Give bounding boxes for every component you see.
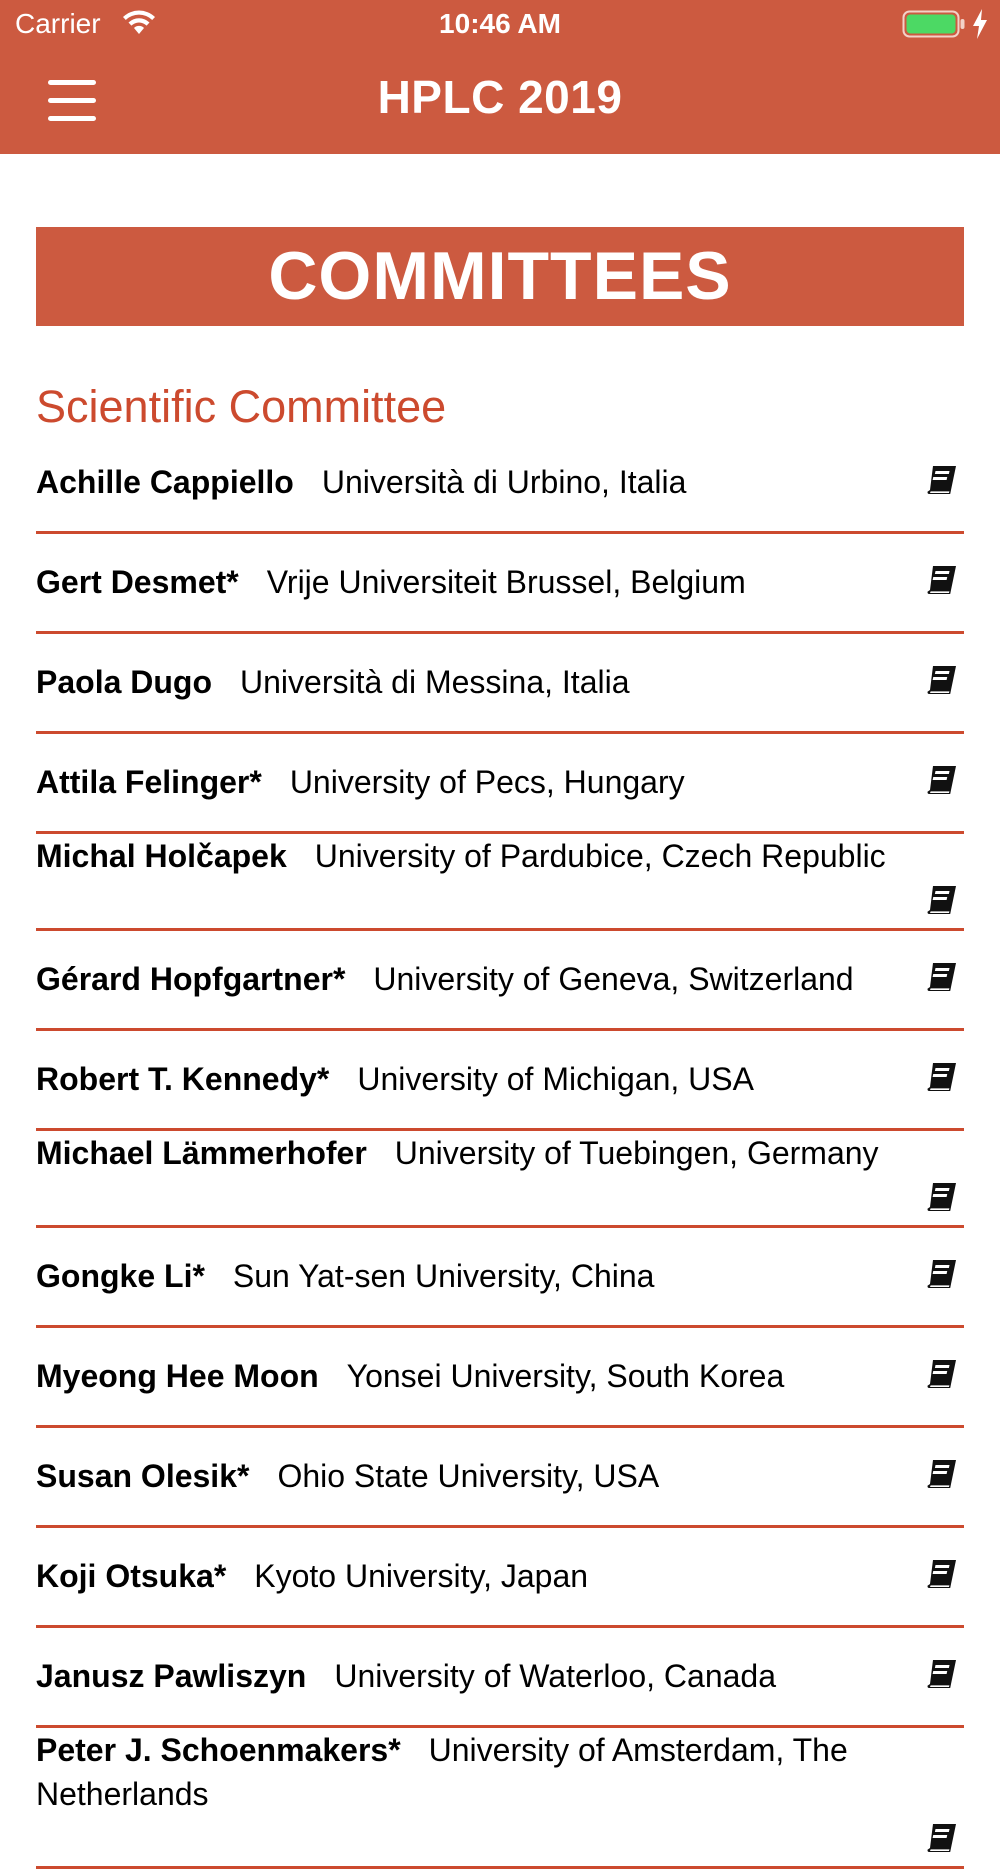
book-icon[interactable] xyxy=(926,1061,958,1095)
member-affiliation: University of Geneva, Switzerland xyxy=(373,961,854,997)
clock: 10:46 AM xyxy=(439,8,561,39)
carrier-label: Carrier xyxy=(15,8,101,39)
member-name: Michael Lämmerhofer xyxy=(36,1135,367,1171)
committees-content xyxy=(36,227,964,1869)
member-row xyxy=(36,1728,964,1869)
member-name: Gérard Hopfgartner* xyxy=(36,961,346,997)
member-row xyxy=(36,1328,964,1428)
member-row xyxy=(36,931,964,1031)
book-icon[interactable] xyxy=(926,1358,958,1392)
book-icon[interactable] xyxy=(926,1258,958,1292)
navigation-bar xyxy=(0,50,1000,154)
member-row xyxy=(36,1528,964,1628)
book-icon[interactable] xyxy=(926,1558,958,1592)
book-icon[interactable] xyxy=(926,1822,958,1856)
member-row xyxy=(36,734,964,834)
member-affiliation: University of Michigan, USA xyxy=(357,1061,754,1097)
book-icon[interactable] xyxy=(926,764,958,798)
book-icon[interactable] xyxy=(926,1658,958,1692)
member-affiliation: University of Pardubice, Czech Republic xyxy=(314,838,886,874)
member-affiliation: Ohio State University, USA xyxy=(277,1458,660,1494)
member-affiliation: University of Amsterdam, The Netherlands xyxy=(36,1732,848,1812)
book-icon[interactable] xyxy=(926,1458,958,1492)
member-name: Paola Dugo xyxy=(36,664,213,700)
member-row xyxy=(36,1031,964,1131)
top-bar xyxy=(0,0,1000,154)
member-affiliation: University of Pecs, Hungary xyxy=(289,764,685,800)
member-name: Peter J. Schoenmakers* xyxy=(36,1732,401,1768)
section-title: Scientific Committee xyxy=(36,381,447,432)
member-affiliation: Kyoto University, Japan xyxy=(254,1558,589,1594)
committees-banner: COMMITTEES xyxy=(36,227,964,326)
member-row xyxy=(36,1628,964,1728)
member-affiliation: Sun Yat-sen University, China xyxy=(232,1258,655,1294)
member-name: Gongke Li* xyxy=(36,1258,205,1294)
member-row xyxy=(36,1428,964,1528)
member-row xyxy=(36,834,964,931)
member-name: Janusz Pawliszyn xyxy=(36,1658,307,1694)
book-icon[interactable] xyxy=(926,664,958,698)
charging-icon xyxy=(970,8,990,40)
member-row xyxy=(36,534,964,634)
book-icon[interactable] xyxy=(926,884,958,918)
page-title: HPLC 2019 xyxy=(377,71,623,123)
member-name: Achille Cappiello xyxy=(36,464,294,500)
member-name: Koji Otsuka* xyxy=(36,1558,227,1594)
member-affiliation: University of Tuebingen, Germany xyxy=(394,1135,879,1171)
member-row xyxy=(36,634,964,734)
member-name: Gert Desmet* xyxy=(36,564,239,600)
member-affiliation: Università di Messina, Italia xyxy=(240,664,630,700)
member-list xyxy=(36,434,964,1869)
status-bar xyxy=(0,0,1000,50)
member-name: Attila Felinger* xyxy=(36,764,262,800)
member-affiliation: Vrije Universiteit Brussel, Belgium xyxy=(266,564,746,600)
member-row xyxy=(36,434,964,534)
member-name: Myeong Hee Moon xyxy=(36,1358,319,1394)
member-name: Susan Olesik* xyxy=(36,1458,250,1494)
member-affiliation: Università di Urbino, Italia xyxy=(321,464,687,500)
book-icon[interactable] xyxy=(926,1181,958,1215)
member-affiliation: University of Waterloo, Canada xyxy=(334,1658,776,1694)
member-row xyxy=(36,1228,964,1328)
member-name: Robert T. Kennedy* xyxy=(36,1061,330,1097)
member-row xyxy=(36,1131,964,1228)
member-affiliation: Yonsei University, South Korea xyxy=(346,1358,785,1394)
book-icon[interactable] xyxy=(926,961,958,995)
member-name: Michal Holčapek xyxy=(36,838,287,874)
book-icon[interactable] xyxy=(926,564,958,598)
battery-icon xyxy=(902,10,966,38)
book-icon[interactable] xyxy=(926,464,958,498)
